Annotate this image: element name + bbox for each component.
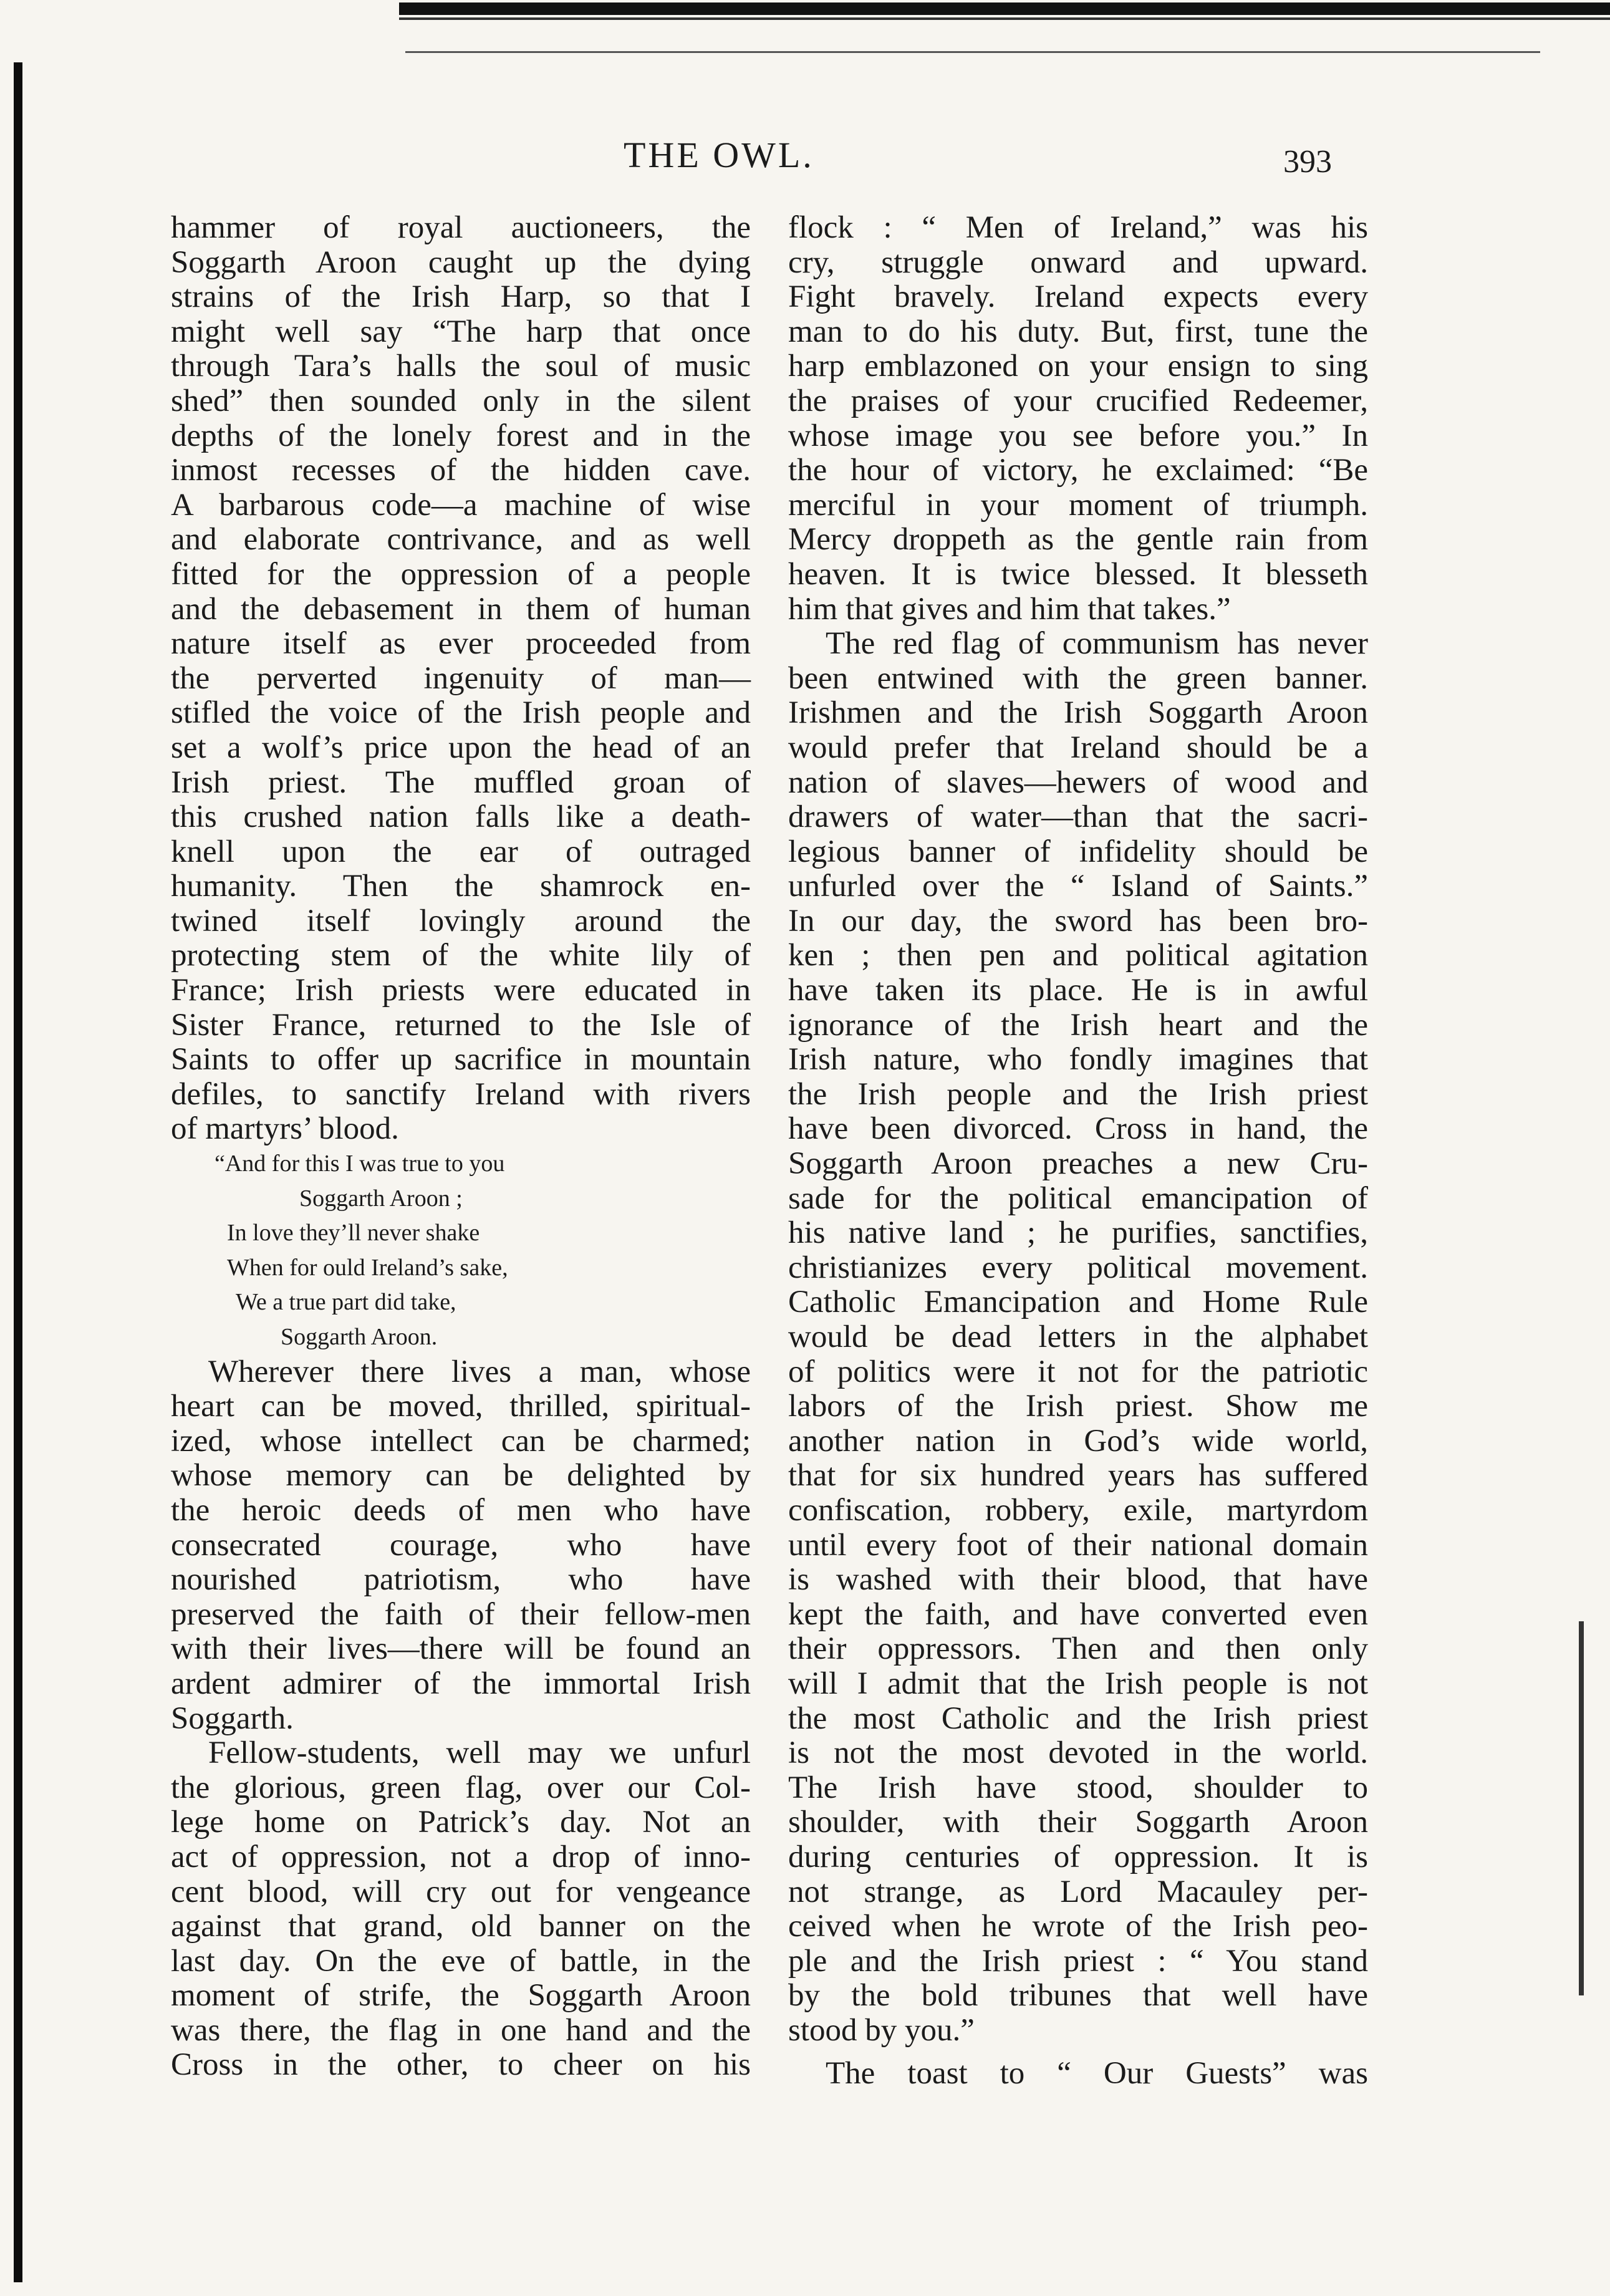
- text-line: until every foot of their national domain: [788, 1527, 1368, 1563]
- text-line: will I admit that the Irish people is not: [788, 1666, 1368, 1701]
- text-line: protecting stem of the white lily of: [171, 938, 751, 973]
- text-line: the Irish people and the Irish priest: [788, 1076, 1368, 1112]
- verse-line: Soggarth Aroon ;: [299, 1185, 463, 1212]
- text-line: act of oppression, not a drop of inno-: [171, 1839, 751, 1874]
- text-line: merciful in your moment of triumph.: [788, 487, 1368, 523]
- text-line: the glorious, green flag, over our Col-: [171, 1770, 751, 1805]
- text-line: Catholic Emancipation and Home Rule: [788, 1285, 1368, 1320]
- text-line: preserved the faith of their fellow-men: [171, 1596, 751, 1632]
- text-line: shoulder, with their Soggarth Aroon: [788, 1805, 1368, 1840]
- text-line: whose image you see before you.” In: [788, 418, 1368, 453]
- text-line: the heroic deeds of men who have: [171, 1492, 751, 1528]
- verse-line: When for ould Ireland’s sake,: [227, 1254, 508, 1281]
- text-line: flock : “ Men of Ireland,” was his: [788, 210, 1368, 245]
- text-line: knell upon the ear of outraged: [171, 834, 751, 869]
- text-line: have taken its place. He is in awful: [788, 973, 1368, 1008]
- top-border-rule: [399, 2, 1610, 15]
- text-line: Irish priest. The muffled groan of: [171, 765, 751, 800]
- text-line: of martyrs’ blood.: [171, 1111, 399, 1147]
- text-line: and the debasement in them of human: [171, 591, 751, 627]
- text-line: with their lives—there will be found an: [171, 1631, 751, 1667]
- text-line: kept the faith, and have converted even: [788, 1596, 1368, 1632]
- text-line: this crushed nation falls like a death-: [171, 799, 751, 835]
- text-line: is washed with their blood, that have: [788, 1562, 1368, 1598]
- text-line: their oppressors. Then and then only: [788, 1631, 1368, 1667]
- text-line: ceived when he wrote of the Irish peo-: [788, 1909, 1368, 1944]
- text-line: that for six hundred years has suffered: [788, 1458, 1368, 1493]
- text-line: ignorance of the Irish heart and the: [788, 1007, 1368, 1043]
- text-line: France; Irish priests were educated in: [171, 973, 751, 1008]
- right-column: [788, 211, 1368, 2091]
- text-line: legious banner of infidelity should be: [788, 834, 1368, 869]
- text-line: him that gives and him that takes.”: [788, 591, 1231, 627]
- text-line: hammer of royal auctioneers, the: [171, 210, 751, 245]
- text-line: confiscation, robbery, exile, martyrdom: [788, 1492, 1368, 1528]
- text-line: Wherever there lives a man, whose: [208, 1354, 751, 1389]
- text-line: have been divorced. Cross in hand, the: [788, 1111, 1368, 1147]
- text-line: Irishmen and the Irish Soggarth Aroon: [788, 695, 1368, 731]
- binding-edge: [14, 62, 22, 2282]
- text-line: defiles, to sanctify Ireland with rivers: [171, 1076, 751, 1112]
- running-head: THE OWL.: [624, 135, 814, 175]
- text-line: The red flag of communism has never: [826, 626, 1368, 662]
- text-line: cry, struggle onward and upward.: [788, 244, 1368, 280]
- text-line: against that grand, old banner on the: [171, 1909, 751, 1944]
- text-line: the hour of victory, he exclaimed: “Be: [788, 453, 1368, 488]
- text-line: and elaborate contrivance, and as well: [171, 522, 751, 557]
- text-line: whose memory can be delighted by: [171, 1458, 751, 1493]
- text-line: might well say “The harp that once: [171, 314, 751, 349]
- verse-line: We a true part did take,: [236, 1289, 456, 1316]
- text-line: nation of slaves—hewers of wood and: [788, 765, 1368, 800]
- text-line: through Tara’s halls the soul of music: [171, 349, 751, 384]
- text-line: cent blood, will cry out for vengeance: [171, 1874, 751, 1909]
- text-line: the perverted ingenuity of man—: [171, 660, 751, 696]
- text-line: labors of the Irish priest. Show me: [788, 1389, 1368, 1424]
- text-line: his native land ; he purifies, sanctifies,: [788, 1215, 1368, 1251]
- text-line: ple and the Irish priest : “ You stand: [788, 1943, 1368, 1979]
- text-line: is not the most devoted in the world.: [788, 1735, 1368, 1771]
- page-number: 393: [1283, 144, 1332, 180]
- text-line: christianizes every political movement.: [788, 1250, 1368, 1285]
- text-line: strains of the Irish Harp, so that I: [171, 279, 751, 315]
- text-line: A barbarous code—a machine of wise: [171, 487, 751, 523]
- text-line: shed” then sounded only in the silent: [171, 383, 751, 418]
- text-line: ardent admirer of the immortal Irish: [171, 1666, 751, 1701]
- text-line: another nation in God’s wide world,: [788, 1423, 1368, 1459]
- text-line: drawers of water—than that the sacri-: [788, 799, 1368, 835]
- text-line: nourished patriotism, who have: [171, 1562, 751, 1598]
- text-line: Sister France, returned to the Isle of: [171, 1007, 751, 1043]
- text-line: set a wolf’s price upon the head of an: [171, 730, 751, 765]
- text-line: would prefer that Ireland should be a: [788, 730, 1368, 765]
- text-line: humanity. Then the shamrock en-: [171, 869, 751, 904]
- text-line: Saints to offer up sacrifice in mountain: [171, 1042, 751, 1078]
- text-line: by the bold tribunes that well have: [788, 1978, 1368, 2014]
- text-line: The Irish have stood, shoulder to: [788, 1770, 1368, 1805]
- text-line: man to do his duty. But, first, tune the: [788, 314, 1368, 349]
- text-line: Cross in the other, to cheer on his: [171, 2047, 751, 2083]
- text-line: Mercy droppeth as the gentle rain from: [788, 522, 1368, 557]
- text-line: inmost recesses of the hidden cave.: [171, 453, 751, 488]
- text-line: Soggarth.: [171, 1700, 294, 1736]
- text-line: ken ; then pen and political agitation: [788, 938, 1368, 973]
- text-line: would be dead letters in the alphabet: [788, 1319, 1368, 1354]
- text-line: Fight bravely. Ireland expects every: [788, 279, 1368, 315]
- header-rule: [405, 51, 1540, 53]
- text-line: was there, the flag in one hand and the: [171, 2012, 751, 2048]
- text-line: during centuries of oppression. It is: [788, 1839, 1368, 1874]
- text-line: been entwined with the green banner.: [788, 660, 1368, 696]
- top-border-rule-secondary: [399, 17, 1610, 20]
- text-line: In our day, the sword has been bro-: [788, 903, 1368, 938]
- verse-line: “And for this I was true to you: [215, 1150, 505, 1177]
- text-line: Irish nature, who fondly imagines that: [788, 1042, 1368, 1078]
- verse-line: In love they’ll never shake: [227, 1220, 480, 1247]
- text-line: twined itself lovingly around the: [171, 903, 751, 938]
- text-line: lege home on Patrick’s day. Not an: [171, 1805, 751, 1840]
- text-line: stood by you.”: [788, 2012, 975, 2048]
- text-line: the praises of your crucified Redeemer,: [788, 383, 1368, 418]
- text-line: sade for the political emancipation of: [788, 1180, 1368, 1216]
- text-line: unfurled over the “ Island of Saints.”: [788, 869, 1368, 904]
- text-line: ized, whose intellect can be charmed;: [171, 1423, 751, 1459]
- verse-line: Soggarth Aroon.: [281, 1324, 438, 1350]
- text-line: Fellow-students, well may we unfurl: [208, 1735, 751, 1771]
- text-line: nature itself as ever proceeded from: [171, 626, 751, 662]
- text-line: not strange, as Lord Macauley per-: [788, 1874, 1368, 1909]
- text-line: last day. On the eve of battle, in the: [171, 1943, 751, 1979]
- text-line: depths of the lonely forest and in the: [171, 418, 751, 453]
- text-line: the most Catholic and the Irish priest: [788, 1700, 1368, 1736]
- text-line: heart can be moved, thrilled, spiritual-: [171, 1389, 751, 1424]
- page-edge-shadow: [1579, 1621, 1584, 1995]
- left-column: [171, 211, 751, 2083]
- text-line: heaven. It is twice blessed. It blesseth: [788, 556, 1368, 592]
- text-line: stifled the voice of the Irish people and: [171, 695, 751, 731]
- text-line: fitted for the oppression of a people: [171, 556, 751, 592]
- text-line: Soggarth Aroon caught up the dying: [171, 244, 751, 280]
- text-line: harp emblazoned on your ensign to sing: [788, 349, 1368, 384]
- text-line: consecrated courage, who have: [171, 1527, 751, 1563]
- text-line: of politics were it not for the patriotic: [788, 1354, 1368, 1389]
- text-line: moment of strife, the Soggarth Aroon: [171, 1978, 751, 2014]
- text-line: Soggarth Aroon preaches a new Cru-: [788, 1146, 1368, 1182]
- text-line: The toast to “ Our Guests” was: [826, 2056, 1368, 2091]
